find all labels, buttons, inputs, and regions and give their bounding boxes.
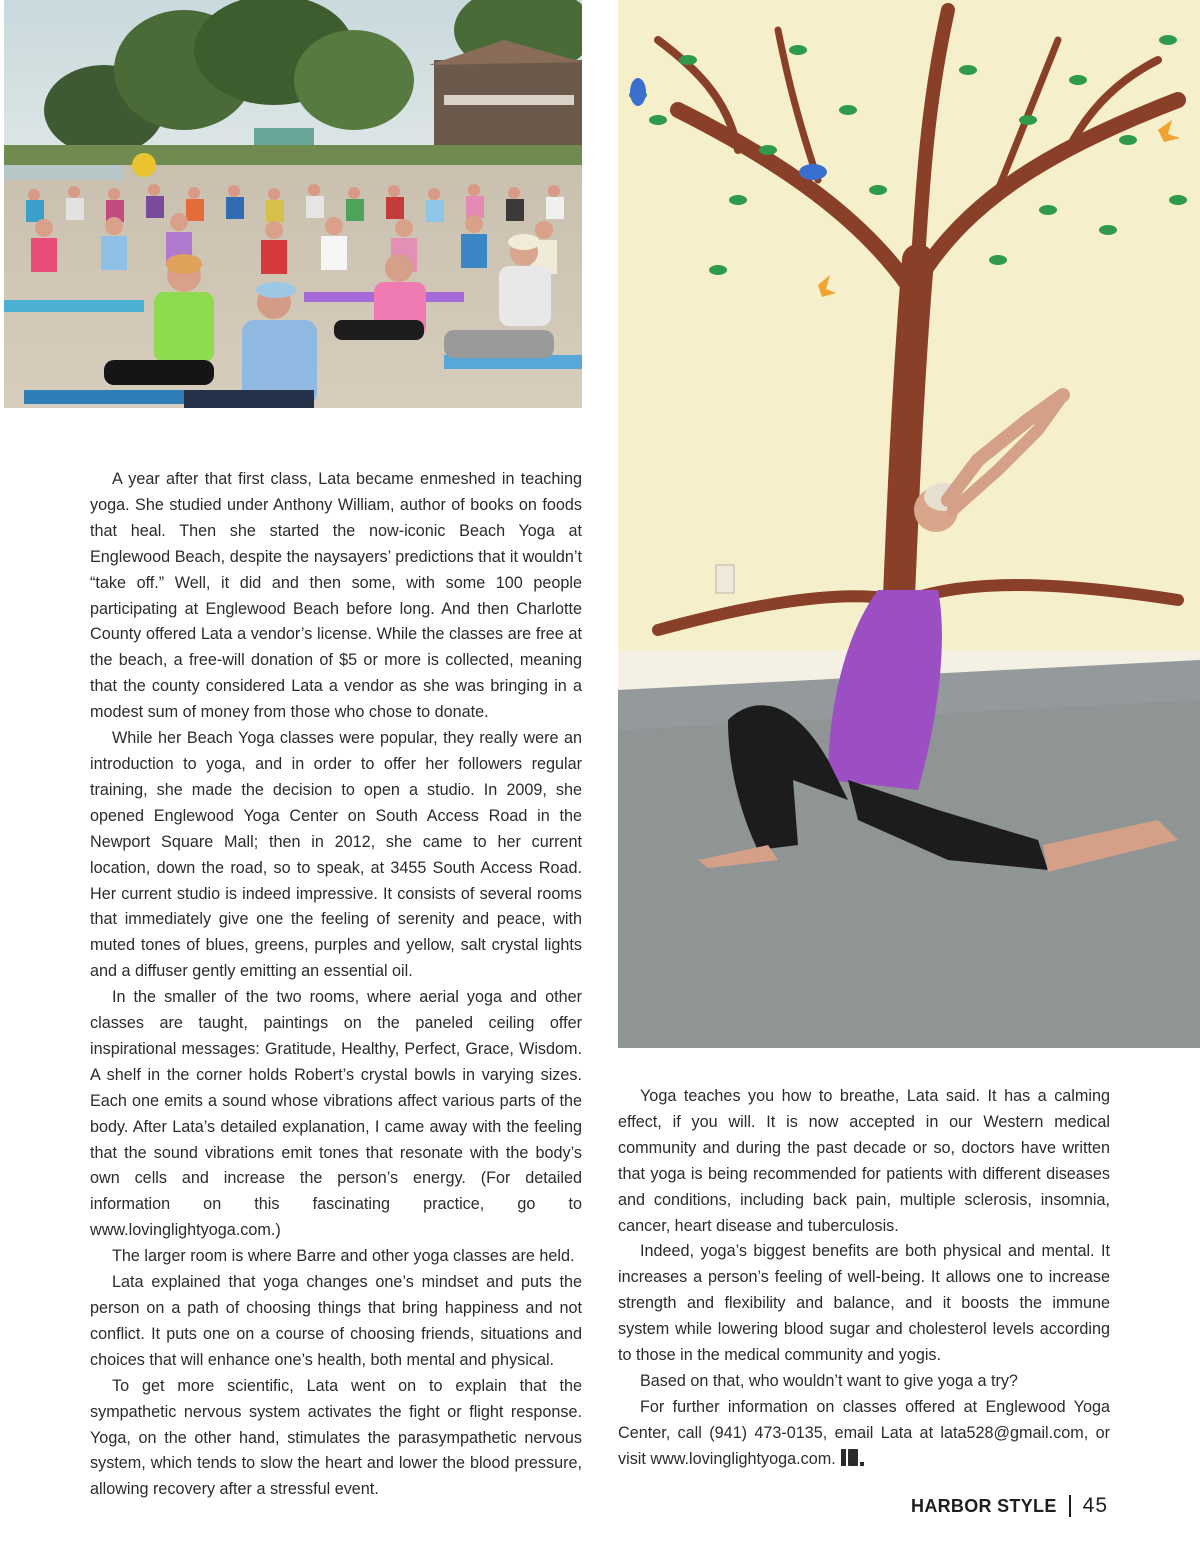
- page-footer: [911, 1494, 1108, 1518]
- end-of-article-icon: [841, 1449, 865, 1466]
- article-paragraph-last: [618, 1395, 1110, 1473]
- beach-yoga-photo: [4, 0, 582, 408]
- studio-yoga-photo: [618, 0, 1200, 1048]
- article-paragraph: Indeed, yoga’s biggest benefits are both physical and mental. It increases a person’s feeling of well-being. It allows one to increase strength and flexibility and balance, and it boosts the immune system while lowering blood sugar and cholesterol levels according to those in the medical community and yogis.: [618, 1242, 1110, 1365]
- article-paragraph: To get more scientific, Lata went on to explain that the sympathetic nervous system activates the fight or flight response. Yoga, on the other hand, stimulates the parasympathetic nervous system, which tends to slow the heart and lower the blood pressure, allowing recovery after a stressful event.: [90, 1376, 582, 1499]
- page-number: 45: [1082, 1494, 1108, 1517]
- article-paragraph: A year after that first class, Lata became enmeshed in teaching yoga. She studied under Anthony William, author of books on foods that heal. Then she started the now-iconic Beach Yoga at Englewood Beach, despite the naysayers’ predictions that it wouldn’t “take off.” Well, it did and then some, with some 100 people participating at Englewood Beach before long. And then Charlotte County offered Lata a vendor’s license. While the classes are free at the beach, a free-will donation of $5 or more is collected, meaning that the county considered Lata a vendor as she was bringing in a modest sum of money from those who chose to donate.: [90, 470, 582, 722]
- article-paragraph: Based on that, who wouldn’t want to give yoga a try?: [640, 1371, 1018, 1390]
- article-paragraph: Yoga teaches you how to breathe, Lata said. It has a calming effect, if you will. It is now accepted in our Western medical community and during the past decade or so, doctors have written that yoga is being recommended for patients with different diseases and conditions, including back pain, multiple sclerosis, insomnia, cancer, heart disease and tuberculosis.: [618, 1087, 1110, 1235]
- article-column-left: [90, 467, 582, 1503]
- footer-divider: [1069, 1495, 1071, 1517]
- article-paragraph: The larger room is where Barre and other yoga classes are held.: [112, 1247, 575, 1266]
- article-paragraph: While her Beach Yoga classes were popular, they really were an introduction to yoga, and in order to offer her followers regular training, she made the decision to open a studio. In 2009, she opened Englewood Yoga Center on South Access Road in the Newport Square Mall; then in 2012, she came to her current location, down the road, so to speak, at 3455 South Access Road. Her current studio is indeed impressive. It consists of several rooms that immediately give one the feeling of serenity and peace, with muted tones of blues, greens, purples and yellow, salt crystal lights and a diffuser gently emitting an essential oil.: [90, 729, 582, 981]
- publication-name: HARBOR STYLE: [911, 1495, 1057, 1516]
- closing-paragraph-text: For further information on classes offered at Englewood Yoga Center, call (941) 473-0135, email Lata at lata528@gmail.com, or visit www.lovinglightyoga.com.: [618, 1397, 1110, 1468]
- article-column-right: [618, 1084, 1110, 1473]
- article-paragraph: In the smaller of the two rooms, where aerial yoga and other classes are taught, paintings on the paneled ceiling offer inspirational messages: Gratitude, Healthy, Perfect, Grace, Wisdom. A shelf in the corner holds Robert’s crystal bowls in varying sizes. Each one emits a sound whose vibrations affect various parts of the body. After Lata’s detailed explanation, I came away with the feeling that the sound vibrations emit tones that resonate with the body’s own cells and increase the person’s energy. (For detailed information on this fascinating practice, go to www.lovinglightyoga.com.): [90, 988, 582, 1240]
- article-paragraph: Lata explained that yoga changes one’s mindset and puts the person on a path of choosing things that bring happiness and not conflict. It puts one on a course of choosing friends, situations and choices that will enhance one’s health, both mental and physical.: [90, 1273, 582, 1369]
